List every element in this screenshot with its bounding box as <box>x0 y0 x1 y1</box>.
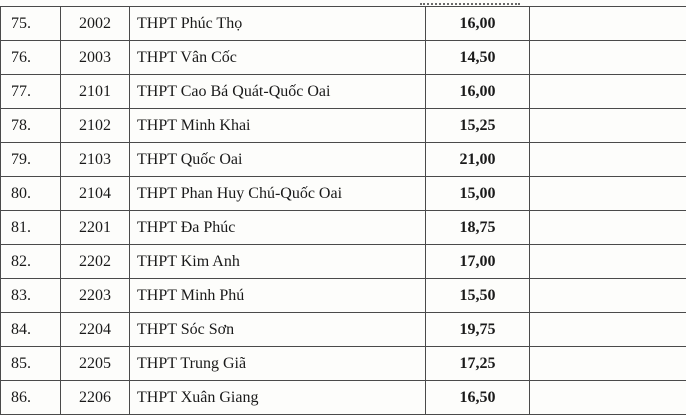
school-name: THPT Quốc Oai <box>130 143 426 177</box>
row-number: 85. <box>1 347 61 381</box>
school-code: 2002 <box>61 7 130 41</box>
school-name: THPT Vân Cốc <box>130 41 426 75</box>
school-code: 2102 <box>61 109 130 143</box>
note-cell <box>530 245 686 279</box>
school-code: 2204 <box>61 313 130 347</box>
table-row <box>1 7 686 41</box>
school-name: THPT Phan Huy Chú-Quốc Oai <box>130 177 426 211</box>
cutoff-score: 21,00 <box>426 143 530 177</box>
cutoff-score: 17,00 <box>426 245 530 279</box>
table-row <box>1 143 686 177</box>
row-number: 80. <box>1 177 61 211</box>
school-name: THPT Phúc Thọ <box>130 7 426 41</box>
row-number: 75. <box>1 7 61 41</box>
cutoff-score: 14,50 <box>426 41 530 75</box>
cutoff-score: 15,50 <box>426 279 530 313</box>
school-name: THPT Đa Phúc <box>130 211 426 245</box>
table-row <box>1 381 686 415</box>
row-number: 82. <box>1 245 61 279</box>
school-code: 2104 <box>61 177 130 211</box>
note-cell <box>530 313 686 347</box>
school-code: 2201 <box>61 211 130 245</box>
row-number: 77. <box>1 75 61 109</box>
cutoff-score: 15,00 <box>426 177 530 211</box>
school-code: 2206 <box>61 381 130 415</box>
note-cell <box>530 143 686 177</box>
cutoff-score: 17,25 <box>426 347 530 381</box>
row-number: 78. <box>1 109 61 143</box>
note-cell <box>530 109 686 143</box>
table-row <box>1 177 686 211</box>
table-row <box>1 109 686 143</box>
note-cell <box>530 177 686 211</box>
school-code: 2103 <box>61 143 130 177</box>
school-code: 2203 <box>61 279 130 313</box>
table-row <box>1 245 686 279</box>
table-row <box>1 75 686 109</box>
table-row <box>1 41 686 75</box>
table-row <box>1 347 686 381</box>
row-number: 86. <box>1 381 61 415</box>
school-code: 2205 <box>61 347 130 381</box>
school-name: THPT Cao Bá Quát-Quốc Oai <box>130 75 426 109</box>
cutoff-score: 16,00 <box>426 75 530 109</box>
school-code: 2101 <box>61 75 130 109</box>
school-name: THPT Sóc Sơn <box>130 313 426 347</box>
note-cell <box>530 41 686 75</box>
school-name: THPT Trung Giã <box>130 347 426 381</box>
school-code: 2202 <box>61 245 130 279</box>
school-score-table <box>0 6 686 415</box>
note-cell <box>530 75 686 109</box>
cutoff-score: 18,75 <box>426 211 530 245</box>
row-number: 84. <box>1 313 61 347</box>
row-number: 81. <box>1 211 61 245</box>
score-table-body <box>1 7 686 415</box>
table-row <box>1 211 686 245</box>
school-name: THPT Minh Phú <box>130 279 426 313</box>
school-code: 2003 <box>61 41 130 75</box>
note-cell <box>530 211 686 245</box>
note-cell <box>530 279 686 313</box>
table-row <box>1 313 686 347</box>
cutoff-score: 16,00 <box>426 7 530 41</box>
note-cell <box>530 347 686 381</box>
cutoff-score: 15,25 <box>426 109 530 143</box>
note-cell <box>530 7 686 41</box>
cropped-text-fragment <box>420 0 520 5</box>
row-number: 76. <box>1 41 61 75</box>
cutoff-score: 16,50 <box>426 381 530 415</box>
school-name: THPT Minh Khai <box>130 109 426 143</box>
school-name: THPT Xuân Giang <box>130 381 426 415</box>
table-row <box>1 279 686 313</box>
row-number: 79. <box>1 143 61 177</box>
cutoff-score: 19,75 <box>426 313 530 347</box>
row-number: 83. <box>1 279 61 313</box>
note-cell <box>530 381 686 415</box>
school-name: THPT Kim Anh <box>130 245 426 279</box>
